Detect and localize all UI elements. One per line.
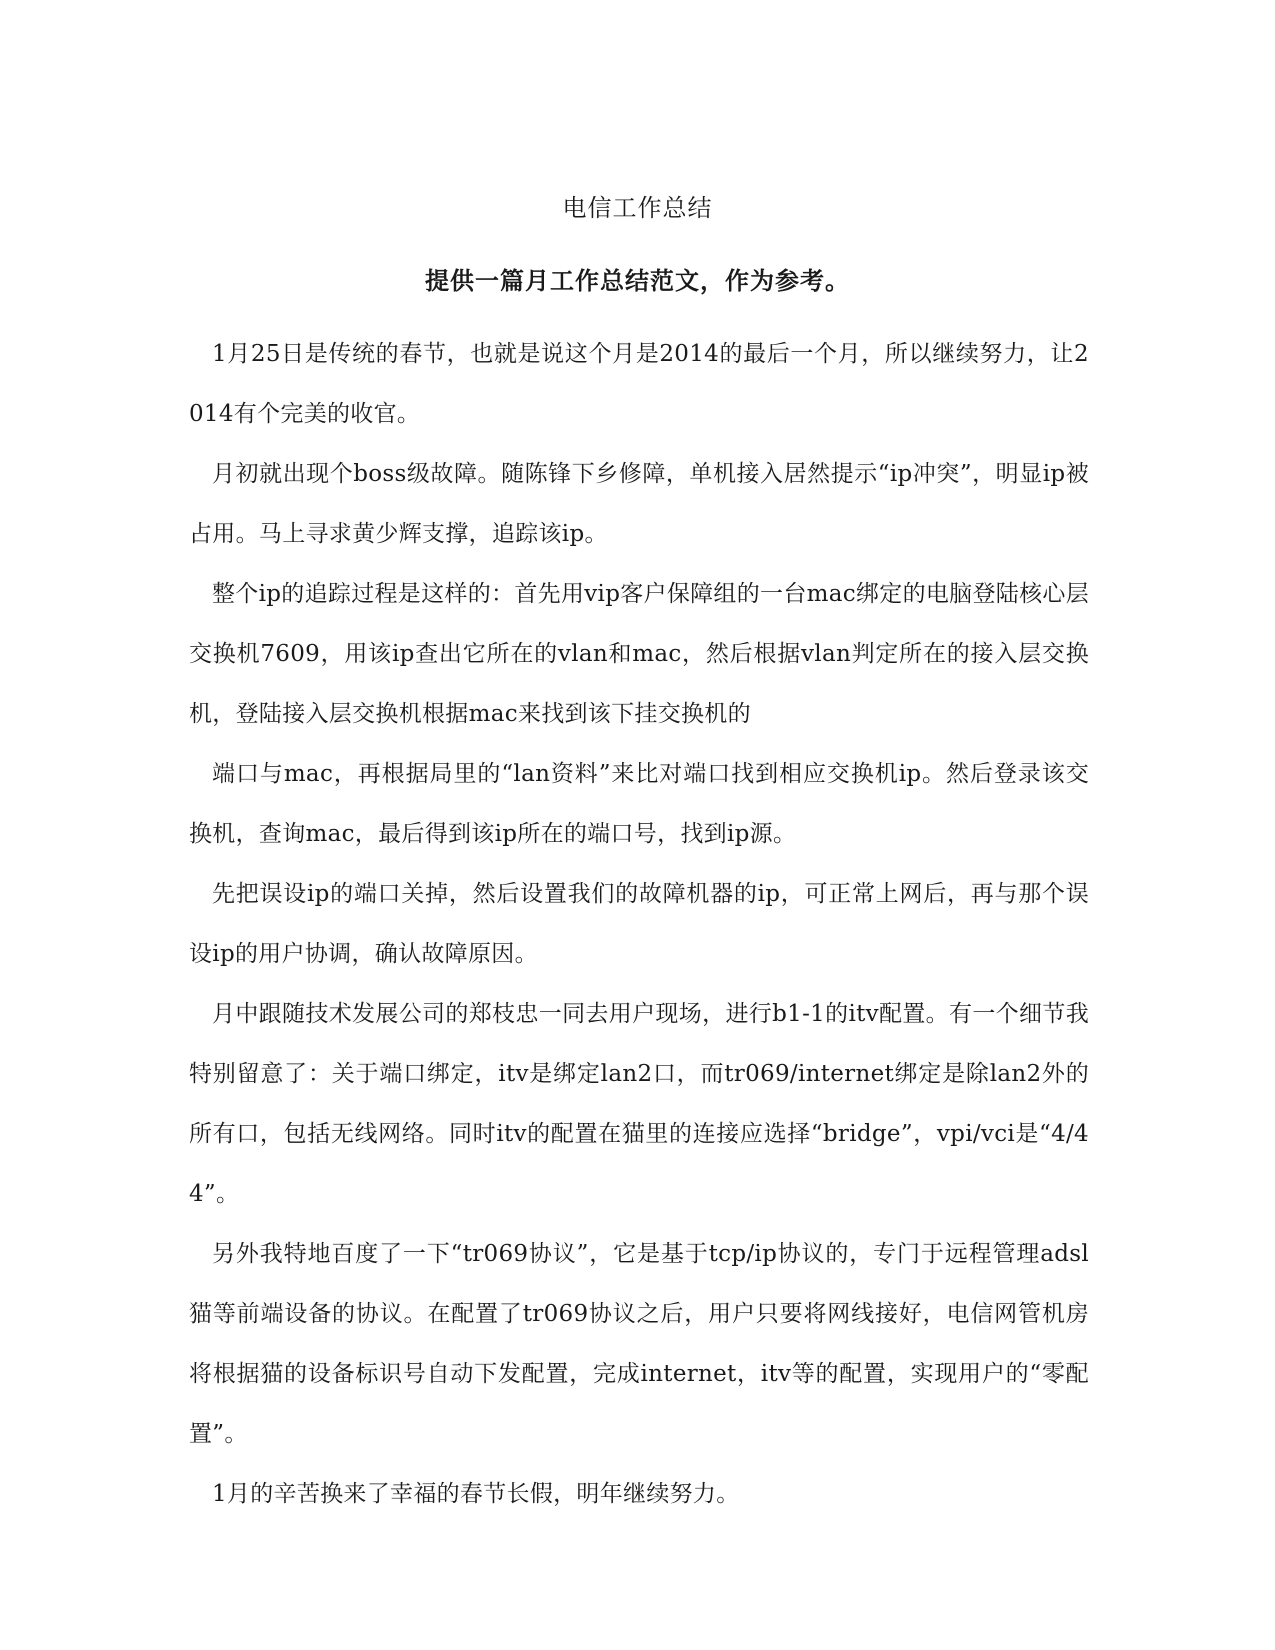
paragraph-5: 先把误设ip的端口关掉，然后设置我们的故障机器的ip，可正常上网后，再与那个误设ip的用户协调，确认故障原因。 — [189, 881, 1089, 967]
paragraph-2: 月初就出现个boss级故障。随陈锋下乡修障，单机接入居然提示“ip冲突”，明显ip被占用。马上寻求黄少辉支撑，追踪该ip。 — [189, 461, 1089, 547]
paragraph-1: 1月25日是传统的春节，也就是说这个月是2014的最后一个月，所以继续努力，让2014有个完美的收官。 — [189, 341, 1089, 427]
paragraph-3: 整个ip的追踪过程是这样的：首先用vip客户保障组的一台mac绑定的电脑登陆核心层交换机7609，用该ip查出它所在的vlan和mac，然后根据vlan判定所在的接入层交换机，登陆接入层交换机根据mac来找到该下挂交换机的 — [189, 581, 1089, 727]
paragraph-4: 端口与mac，再根据局里的“lan资料”来比对端口找到相应交换机ip。然后登录该交换机，查询mac，最后得到该ip所在的端口号，找到ip源。 — [189, 761, 1089, 847]
document-body — [189, 324, 1089, 1524]
document-subtitle: 提供一篇月工作总结范文，作为参考。 — [425, 266, 850, 295]
document-title: 电信工作总结 — [562, 194, 713, 222]
paragraph-6: 月中跟随技术发展公司的郑枝忠一同去用户现场，进行b1-1的itv配置。有一个细节我特别留意了：关于端口绑定，itv是绑定lan2口，而tr069/internet绑定是除lan2外的所有口，包括无线网络。同时itv的配置在猫里的连接应选择“bridge”，vpi/vci是“4/44”。 — [189, 1001, 1089, 1207]
paragraph-7: 另外我特地百度了一下“tr069协议”，它是基于tcp/ip协议的，专门于远程管理adsl猫等前端设备的协议。在配置了tr069协议之后，用户只要将网线接好，电信网管机房将根据猫的设备标识号自动下发配置，完成internet，itv等的配置，实现用户的“零配置”。 — [189, 1241, 1089, 1447]
paragraph-8: 1月的辛苦换来了幸福的春节长假，明年继续努力。 — [212, 1481, 740, 1507]
